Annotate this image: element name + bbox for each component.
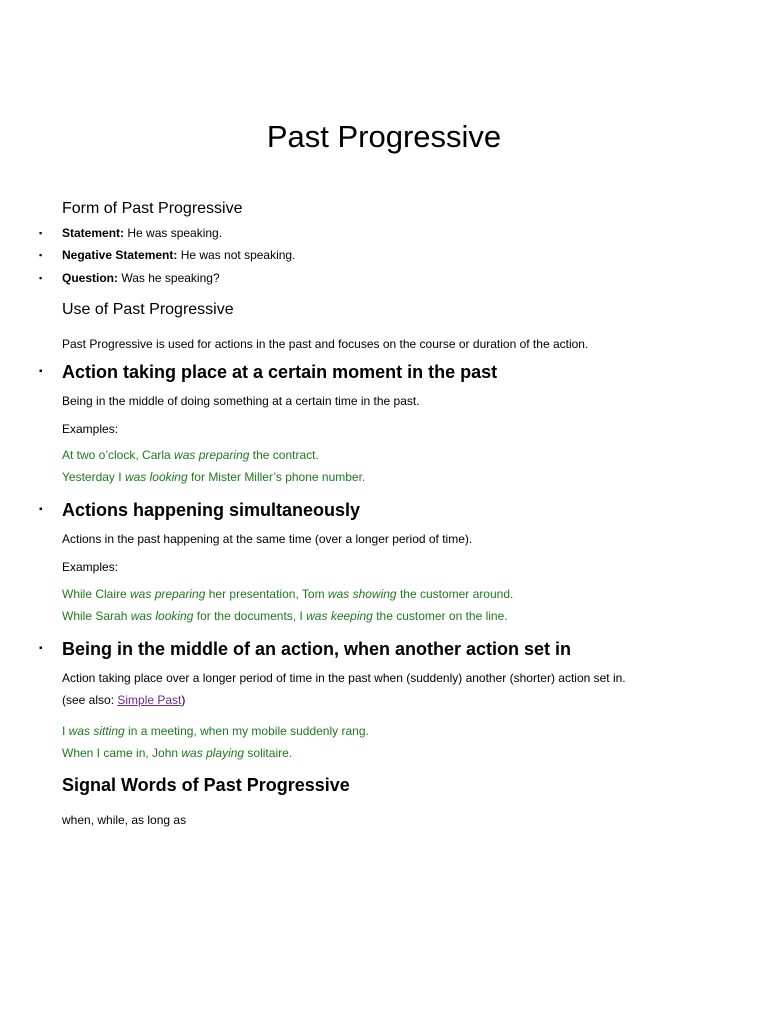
- section3-example-1: I was sitting in a meeting, when my mobile suddenly rang.: [62, 724, 369, 738]
- use-heading: Use of Past Progressive: [62, 301, 234, 318]
- signal-heading: Signal Words of Past Progressive: [62, 775, 350, 795]
- bullet-icon: ▪: [39, 250, 43, 260]
- section1-desc: Being in the middle of doing something at a certain time in the past.: [62, 394, 420, 408]
- section3-see-also: (see also: Simple Past): [62, 693, 186, 707]
- section2-example-2: While Sarah was looking for the documents, I was keeping the customer on the line.: [62, 609, 508, 623]
- page-title: Past Progressive: [266, 119, 502, 154]
- section3-desc: Action taking place over a longer period of time in the past when (suddenly) another (shorter) action set in.: [62, 671, 626, 685]
- signal-words: when, while, as long as: [62, 813, 187, 827]
- form-item-text: He was not speaking.: [177, 248, 296, 262]
- section1-example-1: At two o’clock, Carla was preparing the contract.: [62, 448, 319, 462]
- bullet-icon: ▪: [39, 504, 43, 515]
- form-item-text: He was speaking.: [124, 226, 223, 240]
- form-item-label: Negative Statement:: [62, 248, 178, 262]
- simple-past-link[interactable]: Simple Past: [117, 693, 182, 707]
- section2-heading: Actions happening simultaneously: [62, 500, 361, 520]
- form-item-label: Statement:: [62, 226, 125, 240]
- form-item-text: Was he speaking?: [118, 271, 220, 285]
- bullet-icon: ▪: [39, 273, 43, 283]
- section3-example-2: When I came in, John was playing solitaire.: [62, 746, 293, 760]
- section1-examples-label: Examples:: [62, 422, 119, 436]
- form-item-label: Question:: [62, 271, 118, 285]
- section2-examples-label: Examples:: [62, 560, 119, 574]
- use-intro: Past Progressive is used for actions in the past and focuses on the course or duration of the action.: [62, 337, 589, 351]
- bullet-icon: ▪: [39, 643, 43, 654]
- section2-example-1: While Claire was preparing her presentation, Tom was showing the customer around.: [62, 587, 514, 601]
- bullet-icon: ▪: [39, 366, 43, 377]
- form-item-negative: [62, 247, 295, 263]
- form-item-statement: [62, 225, 222, 241]
- section3-heading: Being in the middle of an action, when another action set in: [62, 639, 572, 659]
- section1-example-2: Yesterday I was looking for Mister Miller’s phone number.: [62, 470, 366, 484]
- bullet-icon: ▪: [39, 228, 43, 238]
- section1-heading: Action taking place at a certain moment in the past: [62, 362, 498, 382]
- form-item-question: [62, 270, 220, 286]
- section2-desc: Actions in the past happening at the same time (over a longer period of time).: [62, 532, 473, 546]
- form-heading: Form of Past Progressive: [62, 200, 243, 217]
